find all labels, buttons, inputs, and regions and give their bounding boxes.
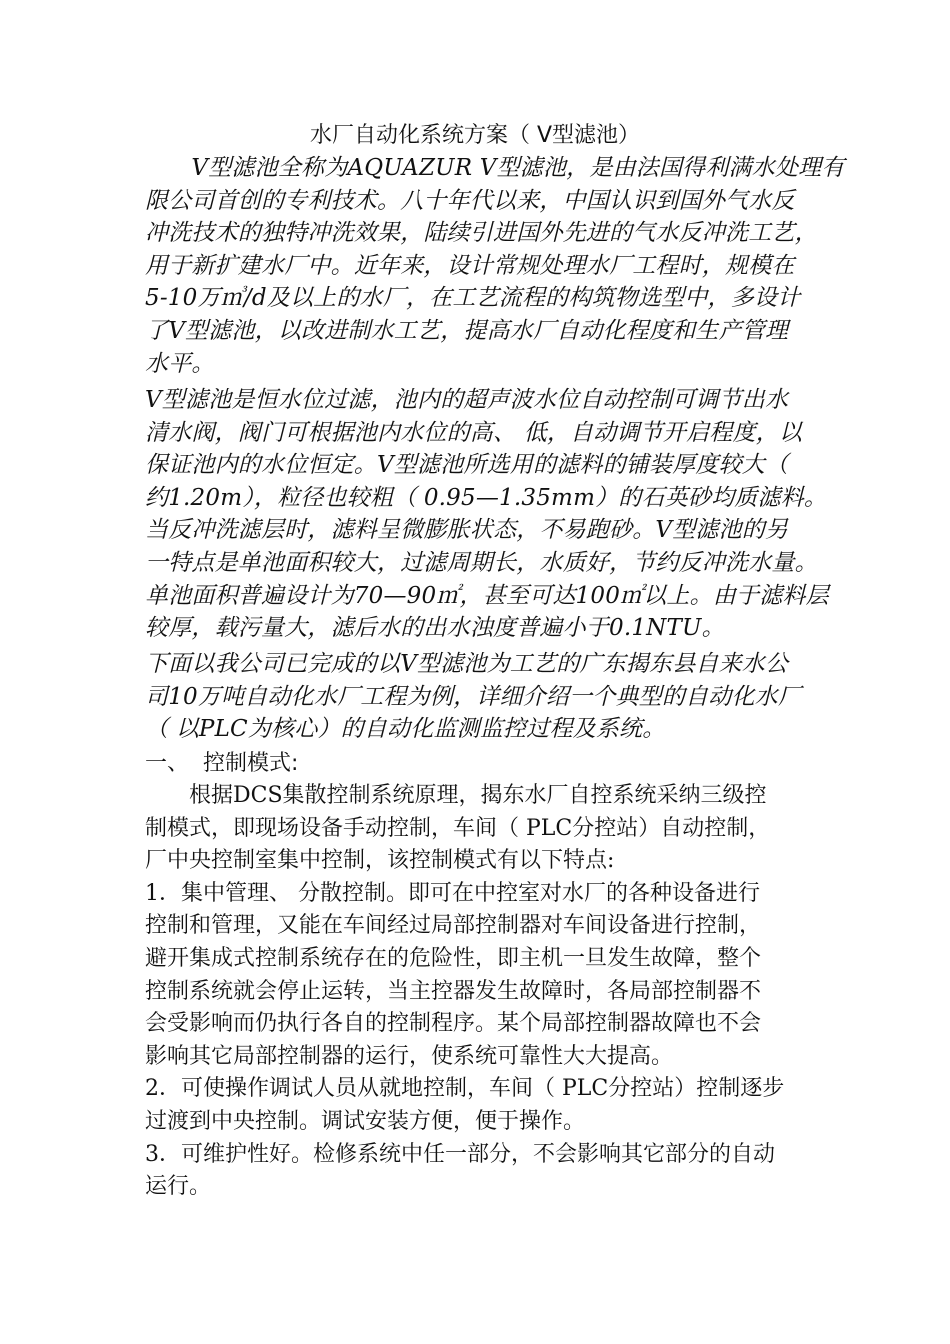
intro-line: 冲洗技术的独特冲洗效果，陆续引进国外先进的气水反冲洗工艺， xyxy=(145,220,818,247)
intro-line: 用于新扩建水厂中。近年来，设计常规处理水厂工程时，规模在 xyxy=(145,252,795,279)
section-line: 运行。 xyxy=(145,1174,212,1200)
features-line: V型滤池是恒水位过滤，池内的超声波水位自动控制可调节出水 xyxy=(145,387,789,413)
intro-line: 了V型滤池，以改进制水工艺，提高水厂自动化程度和生产管理 xyxy=(145,317,789,344)
section-line: 控制和管理，又能在车间经过局部控制器对车间设备进行控制， xyxy=(145,913,762,939)
features-line: 单池面积普遍设计为70—90㎡，甚至可达100㎡以上。由于滤料层 xyxy=(145,582,829,609)
section-line: 厂中央控制室集中控制，该控制模式有以下特点: xyxy=(145,848,615,874)
features-line: 当反冲洗滤层时，滤料呈微膨胀状态，不易跑砂。V型滤池的另 xyxy=(145,517,789,544)
features-line: 保证池内的水位恒定。V型滤池所选用的滤料的铺装厚度较大（ xyxy=(145,452,789,479)
features-paragraph xyxy=(145,384,829,645)
section-line: 3．可维护性好。检修系统中任一部分，不会影响其它部分的自动 xyxy=(145,1141,775,1167)
section-heading xyxy=(145,748,298,780)
section-line: 过渡到中央控制。调试安装方便，便于操作。 xyxy=(145,1108,586,1134)
document-title: 水厂自动化系统方案（ V型滤池） xyxy=(309,123,641,148)
section-line: 控制系统就会停止运转，当主控器发生故障时，各局部控制器不 xyxy=(145,978,762,1004)
features-line: 较厚，载污量大，滤后水的出水浊度普遍小于0.1NTU。 xyxy=(145,615,725,642)
intro-line: 限公司首创的专利技术。八十年代以来，中国认识到国外气水反 xyxy=(145,187,795,214)
intro-paragraph xyxy=(145,152,845,380)
section-line: 避开集成式控制系统存在的危险性，即主机一旦发生故障，整个 xyxy=(145,945,762,971)
intro-line: 5-10万㎥/d及以上的水厂，在工艺流程的构筑物选型中，多设计 xyxy=(145,285,801,312)
section-line: 影响其它局部控制器的运行，使系统可靠性大大提高。 xyxy=(145,1043,674,1069)
example-line: 司10万吨自动化水厂工程为例，详细介绍一个典型的自动化水厂 xyxy=(145,683,802,710)
section-line: 2．可使操作调试人员从就地控制，车间（ PLC分控站）控制逐步 xyxy=(145,1076,785,1102)
intro-line: V型滤池全称为AQUAZUR V型滤池，是由法国得利满水处理有 xyxy=(145,155,845,181)
section-line: 根据DCS集散控制系统原理，揭东水厂自控系统采纳三级控 xyxy=(145,783,767,808)
example-paragraph xyxy=(145,648,815,746)
features-line: 一特点是单池面积较大，过滤周期长，水质好，节约反冲洗水量。 xyxy=(145,549,818,576)
features-line: 约1.20m），粒径也较粗（ 0.95—1.35mm）的石英砂均质滤料。 xyxy=(145,484,828,511)
features-line: 清水阀，阀门可根据池内水位的高、 低，自动调节开启程度，以 xyxy=(145,419,803,446)
section-line: 1．集中管理、 分散控制。即可在中控室对水厂的各种设备进行 xyxy=(145,880,760,906)
section-title: 控制模式: xyxy=(203,751,299,776)
section-line: 会受影响而仍执行各自的控制程序。某个局部控制器故障也不会 xyxy=(145,1011,762,1037)
section-line: 制模式，即现场设备手动控制，车间（ PLC分控站）自动控制， xyxy=(145,815,771,841)
example-line: （ 以PLC为核心）的自动化监测监控过程及系统。 xyxy=(145,716,666,743)
section-body xyxy=(145,780,815,1204)
intro-line: 水平。 xyxy=(145,350,215,377)
section-number: 一、 xyxy=(145,751,190,776)
example-line: 下面以我公司已完成的以V型滤池为工艺的广东揭东县自来水公 xyxy=(145,651,789,677)
